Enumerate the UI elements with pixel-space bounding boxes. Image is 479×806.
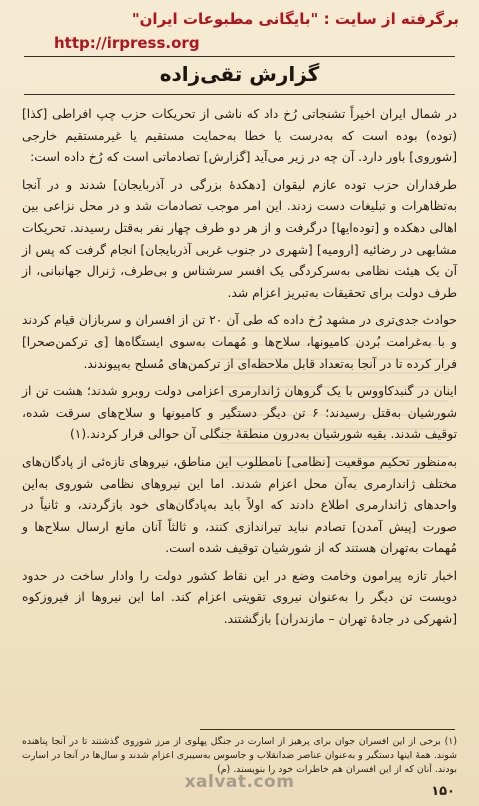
page-title: گزارش تقی‌زاده — [159, 62, 320, 86]
paragraph: حوادث جدی‌تری در مشهد رُخ داده که طی آن ۲۰ تن از افسران و سربازان قیام کردند و با به‌غرامت بُردن کامیونها، سلاح‌ها و مُهمات به‌سوی ایستگاه‌ها [ی ترکمن‌صحرا] فرار کرده تا در آنجا به‌تعداد قابل ملاحظه‌ای از ترکمن‌های مُسلح به‌پیوندند. — [22, 313, 458, 371]
title-divider — [24, 94, 455, 95]
paragraph: طرفداران حزب توده عازم لیقوان [دهکدهٔ بزرگی در آذربایجان] شدند و در آنجا به‌تظاهرات و تبلیغات دست زدند. این امر موجب تصادمات شد و در محل نزاعی بین اهالی دهکده و [توده‌ایها] درگرفت و از هر دو طرف چهار نفر به‌قتل رسیدند. تحریکات مشابهی در رضائیه [ارومیه] [شهری در جنوب غربی آذربایجان] انجام گرفت که پس از آن یک هیئت نظامی به‌سرکردگی یک افسر سرشناس و بی‌طرف، ژنرال جهانبانی، از طرف دولت برای تحقیقات به‌تبریز اعزام شد. — [22, 177, 457, 300]
source-url-link[interactable]: http://irpress.org — [54, 34, 200, 52]
paragraph: در شمال ایران اخیراً تشنجاتی رُخ داد که ناشی از تحریکات حزب چپ افراطی [کذا] (توده) بوده است که به‌درست یا خطا به‌حمایت مستقیم یا غیرمستقیم خارجی [شوروی] باور دارد. آن چه در زیر می‌آید [گزارش] تصادماتی است که رُخ داده است: — [22, 107, 457, 165]
source-credit — [12, 10, 467, 56]
article-body — [22, 104, 457, 637]
watermark: xalvat.com — [184, 772, 295, 792]
footnote-divider — [200, 729, 455, 730]
top-divider — [24, 56, 455, 57]
footnote: (۱) برخی از این افسران جوان برای پرهیز از اسارت در جنگل پهلوی از مرز شوروی گذشتند تا در آنجا پناهنده شوند. همهٔ اینها دستگیر و به‌عنوان عناصر ضدانقلاب و جاسوس به‌سیبری اعزام شدند و سال‌ها در آنجا در اسارت بودند. آنان که از این افسران هم خاطرات خود را بنویسند. (م) — [22, 736, 457, 775]
paragraph: اینان در گنبدکاووس با یک گروهان ژاندارمری اعزامی دولت روبرو شدند؛ هشت تن از شورشیان به‌قتل رسیدند؛ ۶ تن دیگر دستگیر و کامیونها و سلاح‌های سرقت شده، توقیف شدند. بقیه شورشیان به‌درون منطقهٔ جنگلی آن حوالی فرار کردند.(۱) — [22, 384, 457, 442]
paragraph: اخبار تازه پیرامون وخامت وضع در این نقاط کشور دولت را وادار ساخت در حدود دویست تن دیگر را به‌عنوان نیروی تقویتی اعزام کند. اما این نیروها از فیروزکوه [شهرکی در جادهٔ تهران – مازندران] بازگشتند. — [22, 568, 457, 627]
paragraph: به‌منظور تحکیم موقعیت [نظامی] نامطلوب این مناطق، نیروهای تازه‌ئی از پادگان‌های مختلف ژاندارمری به‌آن محل اعزام شدند. اما این نیروهای نظامی شوروی به‌این واحدهای ژاندارمری اطلاع دادند که اولاً باید به‌پادگان‌های خود بازگردند، و ثانیاً در صورت [پیش آمدن] تصادم نباید تیراندازی کنند، و ثالثاً آنان مانع ارسال سلاح‌ها و مُهمات به‌تهران هستند که از شورشیان توقیف شده است. — [22, 454, 457, 556]
source-credit-text: برگرفته از سایت : "بایگانی مطبوعات ایران" — [131, 10, 459, 28]
page-number: ۱۵۰ — [431, 784, 455, 799]
